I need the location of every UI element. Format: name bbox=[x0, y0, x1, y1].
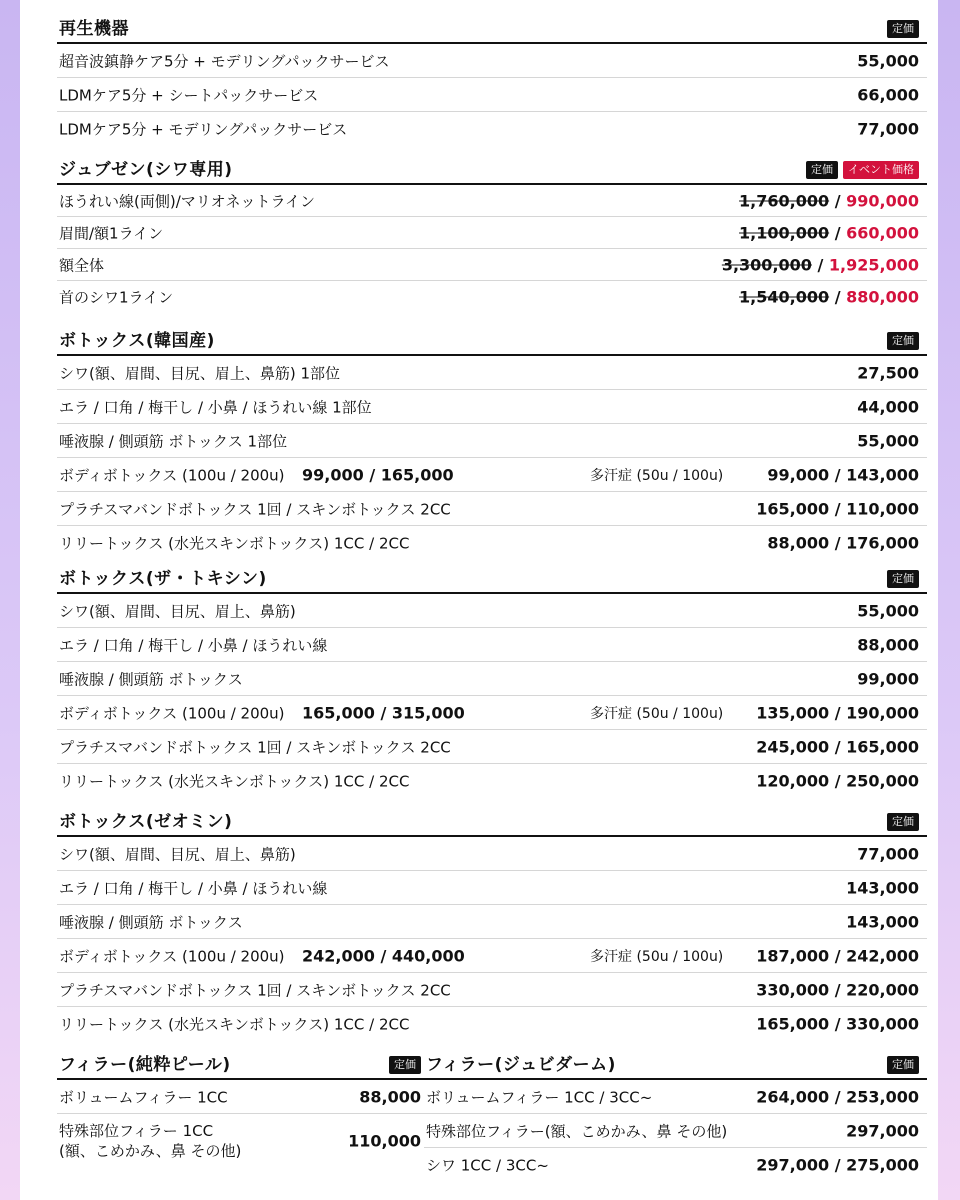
item-price-2: 135,000 / 190,000 bbox=[756, 703, 919, 722]
regular-price-badge: 定価 bbox=[389, 1056, 421, 1074]
price-row bbox=[57, 1080, 429, 1114]
price-row bbox=[57, 871, 927, 905]
item-name: エラ / 口角 / 梅干し / 小鼻 / ほうれい線 1部位 bbox=[59, 398, 372, 416]
item-name-2: 多汗症 (50u / 100u) bbox=[590, 705, 724, 722]
section-title: フィラー(ジュビダーム) bbox=[426, 1055, 616, 1075]
section-filler-pure bbox=[57, 1050, 429, 1168]
price-row bbox=[57, 78, 927, 112]
section-header bbox=[57, 1050, 429, 1080]
item-name: 唾液腺 / 側頭筋 ボトックス bbox=[59, 670, 243, 688]
item-price: 88,000 / 176,000 bbox=[767, 533, 919, 552]
item-name: リリートックス (水光スキンボトックス) 1CC / 2CC bbox=[59, 772, 410, 790]
item-price bbox=[722, 255, 919, 274]
regular-price-badge: 定価 bbox=[887, 332, 919, 350]
regular-price-badge: 定価 bbox=[887, 813, 919, 831]
item-price: 55,000 bbox=[857, 51, 919, 70]
item-name: 唾液腺 / 側頭筋 ボトックス bbox=[59, 913, 243, 931]
section-devices bbox=[57, 12, 927, 145]
item-name-2: 多汗症 (50u / 100u) bbox=[590, 467, 724, 484]
event-price: 880,000 bbox=[846, 287, 919, 306]
item-price: 264,000 / 253,000 bbox=[756, 1087, 919, 1106]
section-filler-juvederm bbox=[424, 1050, 927, 1181]
item-price: 88,000 bbox=[359, 1087, 421, 1106]
item-name: ボディボトックス (100u / 200u) bbox=[59, 947, 285, 965]
event-price: 990,000 bbox=[846, 191, 919, 210]
item-name: シワ(額、眉間、目尻、眉上、鼻筋) 1部位 bbox=[59, 364, 341, 382]
section-title: 再生機器 bbox=[59, 19, 129, 39]
regular-price-badge: 定価 bbox=[887, 20, 919, 38]
regular-price-badge: 定価 bbox=[806, 161, 838, 179]
item-price bbox=[739, 191, 919, 210]
item-price bbox=[739, 223, 919, 242]
item-name-line1: 特殊部位フィラー 1CC bbox=[59, 1122, 214, 1140]
price-separator: / bbox=[811, 255, 829, 274]
price-row bbox=[424, 1114, 927, 1148]
item-price bbox=[739, 287, 919, 306]
section-header bbox=[57, 324, 927, 356]
price-row bbox=[57, 390, 927, 424]
item-name: リリートックス (水光スキンボトックス) 1CC / 2CC bbox=[59, 1015, 410, 1033]
price-row bbox=[57, 112, 927, 145]
section-header bbox=[57, 562, 927, 594]
price-row bbox=[57, 185, 927, 217]
item-price: 120,000 / 250,000 bbox=[756, 771, 919, 790]
item-name: シワ(額、眉間、目尻、眉上、鼻筋) bbox=[59, 602, 296, 620]
price-row bbox=[57, 905, 927, 939]
item-price: 143,000 bbox=[846, 878, 919, 897]
item-name: プラチスマバンドボトックス 1回 / スキンボトックス 2CC bbox=[59, 500, 451, 518]
price-row bbox=[57, 696, 927, 730]
section-title: ボトックス(ゼオミン) bbox=[59, 812, 233, 832]
item-price: 77,000 bbox=[857, 119, 919, 138]
regular-price-badge: 定価 bbox=[887, 570, 919, 588]
item-name: ボリュームフィラー 1CC bbox=[59, 1088, 228, 1106]
price-row bbox=[57, 44, 927, 78]
item-name: 額全体 bbox=[59, 256, 105, 274]
section-juvegen bbox=[57, 153, 927, 312]
section-title: ボトックス(韓国産) bbox=[59, 331, 215, 351]
price-separator: / bbox=[829, 191, 847, 210]
price-row bbox=[57, 662, 927, 696]
item-name-2: 多汗症 (50u / 100u) bbox=[590, 948, 724, 965]
section-header bbox=[57, 153, 927, 185]
item-price: 66,000 bbox=[857, 85, 919, 104]
item-price: 143,000 bbox=[846, 912, 919, 931]
regular-price: 1,760,000 bbox=[739, 191, 830, 210]
item-name: 特殊部位フィラー(額、こめかみ、鼻 その他) bbox=[426, 1122, 728, 1140]
section-header bbox=[57, 805, 927, 837]
item-name: プラチスマバンドボトックス 1回 / スキンボトックス 2CC bbox=[59, 981, 451, 999]
price-separator: / bbox=[829, 223, 847, 242]
item-name: 首のシワ1ライン bbox=[59, 288, 174, 306]
item-name bbox=[59, 1121, 241, 1161]
item-price: 27,500 bbox=[857, 363, 919, 382]
price-row bbox=[57, 730, 927, 764]
price-row bbox=[57, 939, 927, 973]
price-row bbox=[57, 594, 927, 628]
item-name: 唾液腺 / 側頭筋 ボトックス 1部位 bbox=[59, 432, 288, 450]
item-price: 110,000 bbox=[348, 1131, 421, 1151]
item-name: LDMケア5分 + モデリングパックサービス bbox=[59, 120, 348, 138]
item-price: 99,000 bbox=[857, 669, 919, 688]
item-price: 330,000 / 220,000 bbox=[756, 980, 919, 999]
item-price: 165,000 / 330,000 bbox=[756, 1014, 919, 1033]
item-price: 165,000 / 315,000 bbox=[302, 703, 465, 722]
price-row bbox=[57, 249, 927, 281]
price-row bbox=[57, 424, 927, 458]
item-price: 297,000 / 275,000 bbox=[756, 1155, 919, 1174]
price-row bbox=[424, 1080, 927, 1114]
price-row bbox=[424, 1148, 927, 1181]
price-row bbox=[57, 837, 927, 871]
price-row bbox=[57, 356, 927, 390]
item-price-2: 99,000 / 143,000 bbox=[767, 465, 919, 484]
item-price: 99,000 / 165,000 bbox=[302, 465, 454, 484]
section-title: ボトックス(ザ・トキシン) bbox=[59, 569, 267, 589]
item-price: 44,000 bbox=[857, 397, 919, 416]
item-name: エラ / 口角 / 梅干し / 小鼻 / ほうれい線 bbox=[59, 636, 328, 654]
section-botox-xeomin bbox=[57, 805, 927, 1040]
item-price-2: 187,000 / 242,000 bbox=[756, 946, 919, 965]
item-name: シワ 1CC / 3CC~ bbox=[426, 1156, 549, 1174]
section-botox-the-toxin bbox=[57, 562, 927, 797]
item-name: リリートックス (水光スキンボトックス) 1CC / 2CC bbox=[59, 534, 410, 552]
regular-price: 1,540,000 bbox=[739, 287, 830, 306]
item-name: エラ / 口角 / 梅干し / 小鼻 / ほうれい線 bbox=[59, 879, 328, 897]
item-price: 77,000 bbox=[857, 844, 919, 863]
event-price: 1,925,000 bbox=[828, 255, 919, 274]
item-name: シワ(額、眉間、目尻、眉上、鼻筋) bbox=[59, 845, 296, 863]
price-row bbox=[57, 628, 927, 662]
item-name: ほうれい線(両側)/マリオネットライン bbox=[59, 192, 316, 210]
item-price: 165,000 / 110,000 bbox=[756, 499, 919, 518]
item-price: 297,000 bbox=[846, 1121, 919, 1140]
price-row bbox=[57, 217, 927, 249]
item-name: ボディボトックス (100u / 200u) bbox=[59, 466, 285, 484]
item-name: 超音波鎮静ケア5分 + モデリングパックサービス bbox=[59, 52, 390, 70]
section-header bbox=[57, 12, 927, 44]
section-header bbox=[424, 1050, 927, 1080]
price-separator: / bbox=[829, 287, 847, 306]
regular-price-badge: 定価 bbox=[887, 1056, 919, 1074]
section-title: フィラー(純粋ピール) bbox=[59, 1055, 231, 1075]
item-price: 242,000 / 440,000 bbox=[302, 946, 465, 965]
event-price: 660,000 bbox=[846, 223, 919, 242]
price-row bbox=[57, 973, 927, 1007]
price-row bbox=[57, 526, 927, 559]
item-name: ボリュームフィラー 1CC / 3CC~ bbox=[426, 1088, 653, 1106]
item-price: 88,000 bbox=[857, 635, 919, 654]
event-price-badge: イベント価格 bbox=[843, 161, 919, 179]
item-name: 眉間/額1ライン bbox=[59, 224, 164, 242]
price-row bbox=[57, 458, 927, 492]
item-name: LDMケア5分 + シートパックサービス bbox=[59, 86, 319, 104]
item-name: ボディボトックス (100u / 200u) bbox=[59, 704, 285, 722]
price-row bbox=[57, 281, 927, 312]
regular-price: 3,300,000 bbox=[721, 255, 812, 274]
item-name-line2: (額、こめかみ、鼻 その他) bbox=[59, 1142, 242, 1160]
item-name: プラチスマバンドボトックス 1回 / スキンボトックス 2CC bbox=[59, 738, 451, 756]
price-row bbox=[57, 1114, 429, 1168]
section-title: ジュブゼン(シワ専用) bbox=[59, 160, 233, 180]
regular-price: 1,100,000 bbox=[739, 223, 830, 242]
price-row bbox=[57, 492, 927, 526]
item-price: 245,000 / 165,000 bbox=[756, 737, 919, 756]
price-row bbox=[57, 764, 927, 797]
price-list-card bbox=[20, 0, 938, 1200]
item-price: 55,000 bbox=[857, 601, 919, 620]
section-botox-korea bbox=[57, 324, 927, 559]
price-row bbox=[57, 1007, 927, 1040]
item-price: 55,000 bbox=[857, 431, 919, 450]
